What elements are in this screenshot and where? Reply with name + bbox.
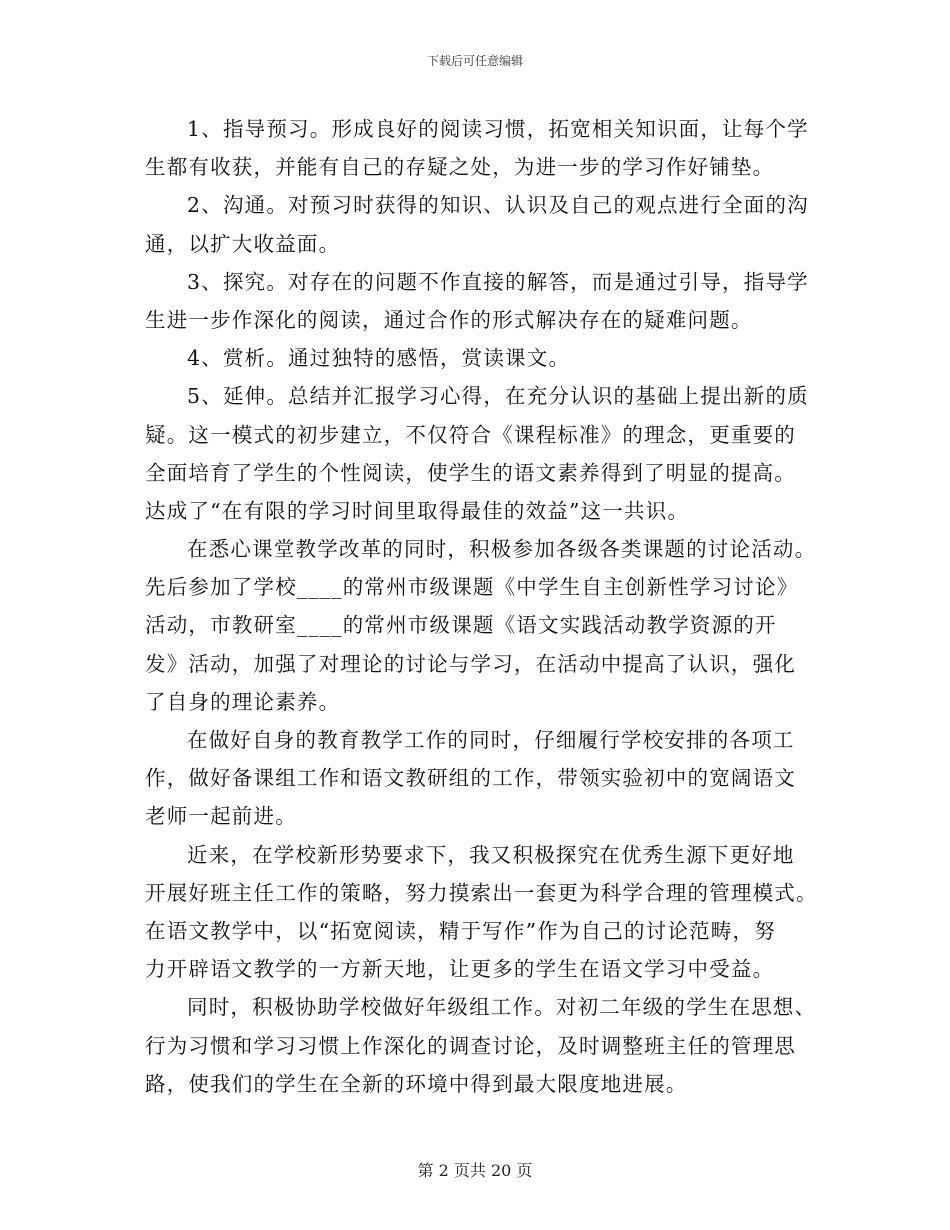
page-header: 下载后可任意编辑 bbox=[426, 54, 523, 68]
text-line: 在悉心课堂教学改革的同时，积极参加各级各类课题的讨论活动。 bbox=[187, 537, 817, 562]
paragraph bbox=[145, 263, 809, 339]
text-line: 3、探究。对存在的问题不作直接的解答，而是通过引导，指导学 bbox=[187, 269, 809, 294]
paragraph bbox=[145, 530, 817, 721]
text-line: 作，做好备课组工作和语文教研组的工作，带领实验初中的宽阔语文 bbox=[145, 766, 796, 791]
paragraph bbox=[145, 110, 809, 186]
text-line: 了自身的理论素养。 bbox=[145, 689, 341, 714]
paragraph bbox=[145, 186, 809, 262]
text-line: 先后参加了学校____的常州市级课题《中学生自主创新性学习讨论》 bbox=[145, 575, 799, 600]
text-line: 行为习惯和学习习惯上作深化的调查讨论，及时调整班主任的管理思 bbox=[145, 1033, 796, 1058]
text-line: 发》活动，加强了对理论的讨论与学习，在活动中提高了认识，强化 bbox=[145, 651, 796, 676]
text-line: 通，以扩大收益面。 bbox=[145, 231, 341, 256]
text-line: 开展好班主任工作的策略，努力摸索出一套更为科学合理的管理模式。 bbox=[145, 880, 818, 905]
text-line: 生进一步作深化的阅读，通过合作的形式解决存在的疑难问题。 bbox=[145, 307, 753, 332]
paragraph bbox=[145, 988, 817, 1103]
text-line: 2、沟通。对预习时获得的知识、认识及自己的观点进行全面的沟 bbox=[187, 193, 809, 218]
text-line: 同时，积极协助学校做好年级组工作。对初二年级的学生在思想、 bbox=[187, 995, 817, 1020]
text-line: 全面培育了学生的个性阅读，使学生的语文素养得到了明显的提高。 bbox=[145, 460, 796, 485]
text-line: 5、延伸。总结并汇报学习心得，在充分认识的基础上提出新的质 bbox=[187, 384, 809, 409]
text-line: 活动，市教研室____的常州市级课题《语文实践活动教学资源的开 bbox=[145, 613, 777, 638]
paragraph bbox=[145, 721, 805, 836]
text-line: 近来，在学校新形势要求下，我又积极探究在优秀生源下更好地 bbox=[187, 842, 795, 867]
paragraph bbox=[145, 377, 809, 530]
paragraph bbox=[145, 339, 805, 377]
document-body bbox=[145, 110, 818, 1103]
text-line: 4、赏析。通过独特的感悟，赏读课文。 bbox=[187, 346, 571, 371]
text-line: 力开辟语文教学的一方新天地，让更多的学生在语文学习中受益。 bbox=[145, 957, 775, 982]
text-line: 老师一起前进。 bbox=[145, 804, 297, 829]
text-line: 疑。这一模式的初步建立，不仅符合《课程标准》的理念，更重要的 bbox=[145, 422, 796, 447]
text-line: 生都有收获，并能有自己的存疑之处，为进一步的学习作好铺垫。 bbox=[145, 155, 775, 180]
paragraph bbox=[145, 836, 818, 989]
page-footer: 第 2 页共 20 页 bbox=[417, 1161, 533, 1180]
text-line: 在语文教学中，以“拓宽阅读，精于写作”作为自己的讨论范畴，努 bbox=[145, 918, 776, 943]
text-line: 在做好自身的教育教学工作的同时，仔细履行学校安排的各项工 bbox=[187, 728, 795, 752]
text-line: 路，使我们的学生在全新的环境中得到最大限度地进展。 bbox=[145, 1071, 688, 1096]
text-line: 达成了“在有限的学习时间里取得最佳的效益”这一共识。 bbox=[145, 498, 690, 523]
text-line: 1、指导预习。形成良好的阅读习惯，拓宽相关知识面，让每个学 bbox=[187, 117, 809, 141]
